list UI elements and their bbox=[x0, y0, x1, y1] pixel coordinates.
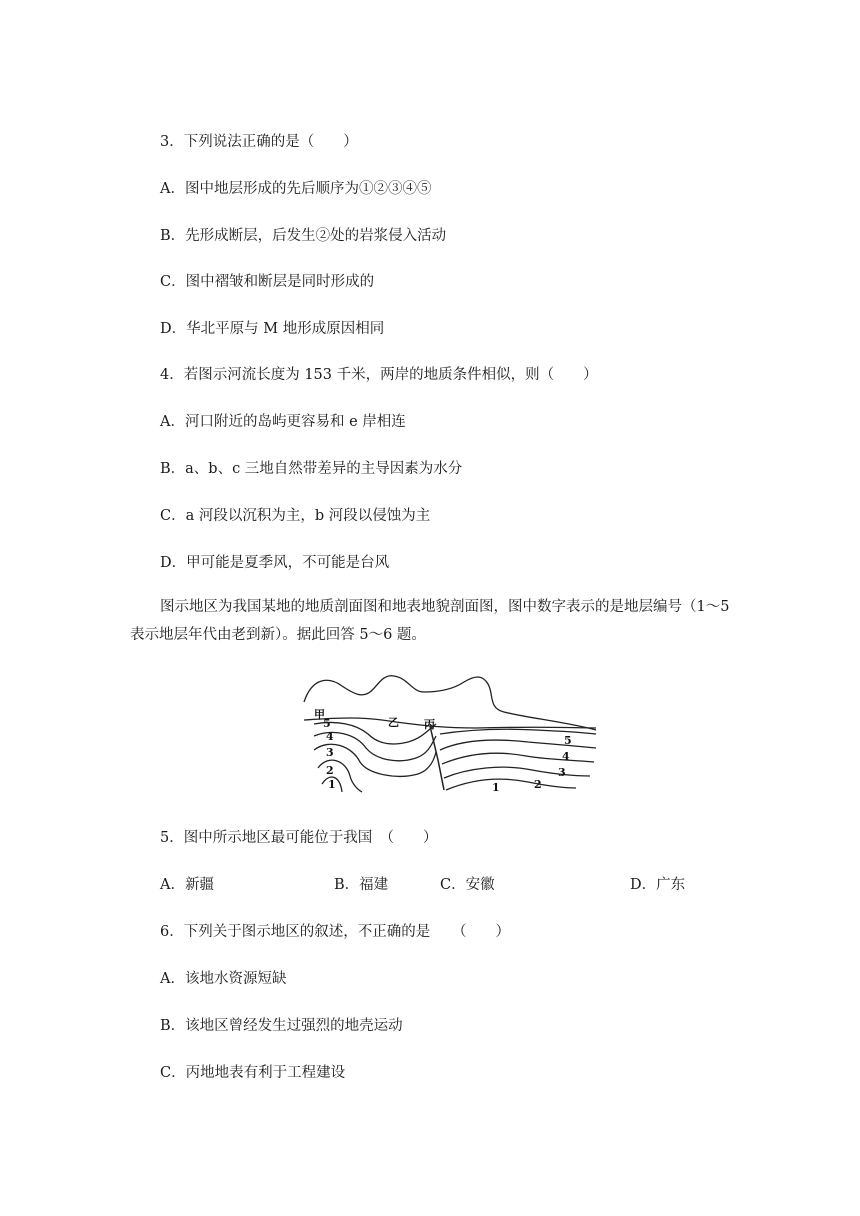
option-d: D．甲可能是夏季风，不可能是台风 bbox=[160, 555, 390, 571]
fold-layer-line bbox=[440, 729, 596, 734]
fold-layer-line bbox=[318, 760, 362, 792]
option-c: C．安徽 bbox=[440, 877, 495, 893]
option-c: C．丙地地表有利于工程建设 bbox=[160, 1065, 346, 1081]
option-b: B．先形成断层，后发生②处的岩浆侵入活动 bbox=[160, 228, 447, 244]
layer-label: 4 bbox=[326, 730, 334, 743]
fold-layer-line bbox=[440, 740, 596, 750]
layer-label: 4 bbox=[562, 750, 570, 763]
layer-label: 3 bbox=[558, 766, 566, 779]
option-a: A．该地水资源短缺 bbox=[160, 971, 287, 987]
layer-label: 1 bbox=[328, 778, 336, 791]
layer-label: 1 bbox=[492, 781, 500, 794]
fold-layer-line bbox=[442, 753, 594, 764]
option-d: D．华北平原与 M 地形成原因相同 bbox=[160, 321, 385, 337]
question-stem: 5．图中所示地区最可能位于我国 （ ） bbox=[160, 830, 438, 846]
question-stem: 3．下列说法正确的是（ ） bbox=[160, 134, 358, 150]
surface-profile bbox=[304, 676, 596, 730]
option-c: C．a 河段以沉积为主，b 河段以侵蚀为主 bbox=[160, 508, 431, 524]
option-d: D．广东 bbox=[630, 877, 686, 893]
option-a: A．河口附近的岛屿更容易和 e 岸相连 bbox=[160, 414, 406, 430]
option-a: A．新疆 bbox=[160, 877, 214, 893]
place-label-yi: 乙 bbox=[388, 716, 399, 729]
question-stem: 6．下列关于图示地区的叙述，不正确的是 （ ） bbox=[160, 924, 510, 940]
layer-label: 3 bbox=[326, 746, 334, 759]
place-label-jia: 甲 bbox=[314, 708, 325, 721]
intro-paragraph: 图示地区为我国某地的地质剖面图和地表地貌剖面图，图中数字表示的是地层编号（1～5 表示地层年代由老到新）。据此回答 5～6 题。 bbox=[130, 599, 730, 643]
fault-line bbox=[430, 726, 444, 790]
question-stem: 4．若图示河流长度为 153 千米，两岸的地质条件相似，则（ ） bbox=[160, 367, 598, 383]
option-b: B．该地区曾经发生过强烈的地壳运动 bbox=[160, 1018, 403, 1034]
option-a: A．图中地层形成的先后顺序为①②③④⑤ bbox=[160, 181, 432, 197]
fold-layer-line bbox=[446, 779, 576, 790]
ground-line bbox=[304, 718, 596, 728]
option-b: B．a、b、c 三地自然带差异的主导因素为水分 bbox=[160, 461, 463, 477]
layer-label: 2 bbox=[534, 778, 542, 791]
layer-label: 5 bbox=[564, 734, 572, 747]
place-label-bing: 丙 bbox=[424, 718, 435, 731]
layer-label: 2 bbox=[326, 764, 334, 777]
geologic-cross-section-figure bbox=[296, 672, 600, 796]
fold-layer-line bbox=[444, 767, 590, 778]
option-b: B．福建 bbox=[334, 877, 389, 893]
option-c: C．图中褶皱和断层是同时形成的 bbox=[160, 274, 375, 290]
layer-label: 5 bbox=[323, 717, 331, 730]
